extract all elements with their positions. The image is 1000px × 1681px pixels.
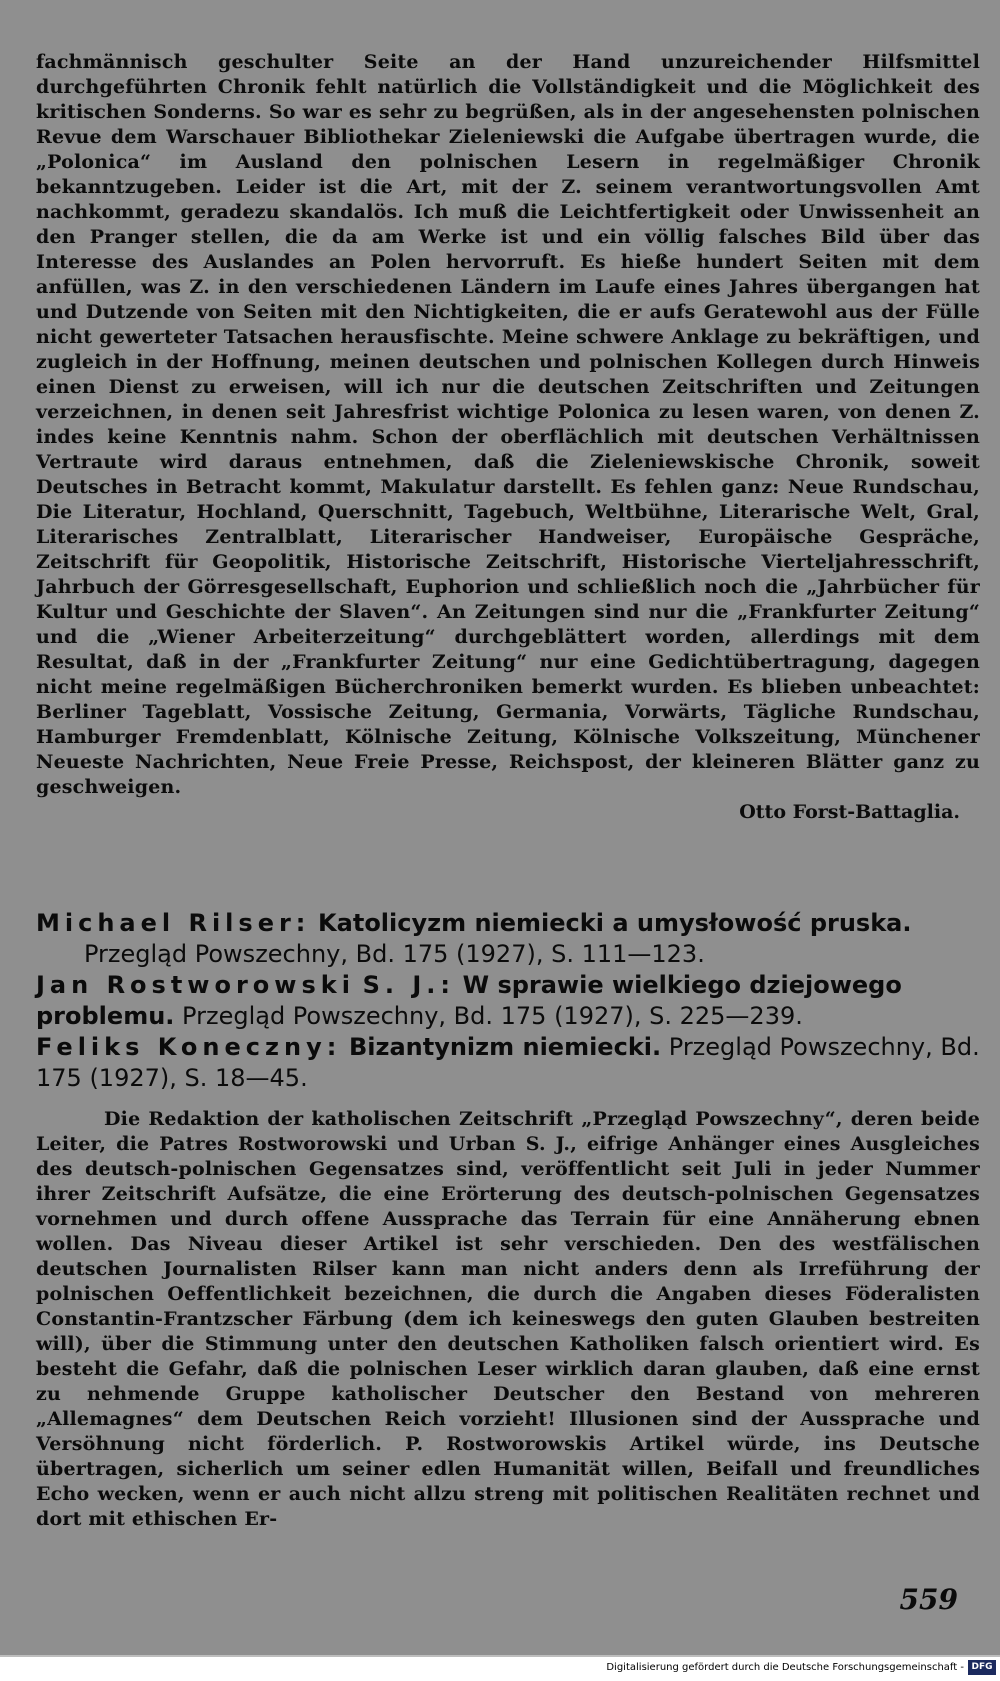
paragraph-chronik: fachmännisch geschulter Seite an der Hand unzureichender Hilfsmittel durchgeführten Chronik fehlt natürlich die Vollständigkeit und die Möglichkeit des kritischen Sonderns. So war es sehr zu begrüßen, als in der angesehensten polnischen Revue dem Warschauer Bibliothekar Zieleniewski die Aufgabe übertragen wurde, die „Polonica“ im Ausland den polnischen Lesern in regelmäßiger Chronik bekanntzugeben. Leider ist die Art, mit der Z. seinem verantwortungsvollen Amt nachkommt, geradezu skandalös. Ich muß die Leichtfertigkeit oder Unwissenheit an den Pranger stellen, die da am Werke ist und ein völlig falsches Bild über das Interesse des Auslandes an Polen hervorruft. Es hieße hundert Seiten mit dem anfüllen, was Z. in den verschiedenen Ländern im Laufe eines Jahres übergangen hat und Dutzende von Seiten mit den Nichtigkeiten, die er aufs Geratewohl aus der Fülle nicht gewerteter Tatsachen herausfischte. Meine schwere Anklage zu bekräftigen, und zugleich in der Hoffnung, meinen deutschen und polnischen Kollegen durch Hinweis einen Dienst zu erweisen, will ich nur die deutschen Zeitschriften und Zeitungen verzeichnen, in denen seit Jahresfrist wichtige Polonica zu lesen waren, von denen Z. indes keine Kenntnis nahm. Schon der oberflächlich mit deutschen Verhältnissen Vertraute wird daraus entnehmen, daß die Zieleniewskische Chronik, soweit Deutsches in Betracht kommt, Makulatur darstellt. Es fehlen ganz: Neue Rundschau, Die Literatur, Hochland, Querschnitt, Tagebuch, Weltbühne, Literarische Welt, Gral, Literarisches Zentralblatt, Literarischer Handweiser, Europäische Gespräche, Zeitschrift für Geopolitik, Historische Zeitschrift, Historische Vierteljahresschrift, Jahrbuch der Görresgesellschaft, Euphorion und schließlich noch die „Jahrbücher für Kultur und Geschichte der Slaven“. An Zeitungen sind nur die „Frankfurter Zeitung“ und die „Wiener Arbeiterzeitung“ durchgeblättert worden, allerdings mit dem Resultat, daß in der „Frankfurter Zeitung“ nur eine Gedichtübertragung, dagegen nicht meine regelmäßigen Bücherchroniken bemerkt wurden. Es blieben unbeachtet: Berliner Tageblatt, Vossische Zeitung, Germania, Vorwärts, Tägliche Rundschau, Hamburger Fremdenblatt, Kölnische Zeitung, Kölnische Volkszeitung, Münchener Neueste Nachrichten, Neue Freie Presse, Reichspost, der kleineren Blätter ganz zu geschweigen. [36, 51, 980, 798]
bib-entry-1 [36, 908, 980, 970]
footer-credit: Digitalisierung gefördert durch die Deutsche Forschungsgemeinschaft - [606, 1662, 964, 1673]
page-number: 559 [899, 1583, 958, 1616]
bib-entry-3 [36, 1032, 980, 1094]
bibliography [36, 908, 980, 1094]
bib-author: Feliks Koneczny: [36, 1033, 342, 1061]
bib-author: Jan Rostworowski [36, 971, 355, 999]
paragraph-redaktion: Die Redaktion der katholischen Zeitschrift „Przegląd Powszechny“, deren beide Leiter, die Patres Rostworowski und Urban S. J., eifrige Anhänger eines Ausgleiches des deutsch-polnischen Gegensatzes sind, veröffentlicht seit Juli in jeder Nummer ihrer Zeitschrift Aufsätze, die eine Erörterung des deutsch-polnischen Gegensatzes vornehmen und durch offene Aussprache das Terrain für eine Annäherung ebnen wollen. Das Niveau dieser Artikel ist sehr verschieden. Den des westfälischen deutschen Journalisten Rilser kann man nicht anders denn als Irreführung der polnischen Oeffentlichkeit bezeichnen, die durch die Angaben dieses Föderalisten Constantin-Frantzscher Färbung (dem ich keineswegs den guten Glauben bestreiten will), über die Stimmung unter den deutschen Katholiken falsch orientiert wird. Es besteht die Gefahr, daß die polnischen Leser wirklich daran glauben, daß eine ernst zu nehmende Gruppe katholischer Deutscher den Bestand von mehreren „Allemagnes“ dem Deutschen Reich vorzieht! Illusionen sind der Aussprache und Versöhnung nicht förderlich. P. Rostworowskis Artikel würde, ins Deutsche übertragen, sicherlich um seiner edlen Humanität willen, Beifall und freundliches Echo wecken, wenn er auch nicht allzu streng mit politischen Realitäten rechnet und dort mit ethischen Er- [36, 1108, 980, 1530]
bib-title: Katolicyzm niemiecki a umysłowość pruska. [318, 909, 912, 937]
bib-title: W sprawie wielkiego dziejowego problemu. [36, 971, 902, 1030]
signature: Otto Forst-Battaglia. [739, 801, 960, 823]
bib-title: Bizantynizm niemiecki. [348, 1033, 662, 1061]
bib-source: Przegląd Powszechny, Bd. 175 (1927), S. 225—239. [182, 1002, 803, 1030]
bib-entry-2 [36, 970, 980, 1032]
bib-source: Przegląd Powszechny, Bd. 175 (1927), S. 18—45. [36, 1033, 980, 1092]
bib-source: Przegląd Powszechny, Bd. 175 (1927), S. 111—123. [84, 940, 705, 968]
bib-author: Michael Rilser: [36, 909, 311, 937]
footer [0, 1655, 1000, 1681]
section-2 [36, 1107, 980, 1532]
bib-author-suffix: S. J.: [362, 971, 455, 999]
dfg-logo: DFG [968, 1660, 996, 1675]
section-1 [36, 50, 980, 825]
